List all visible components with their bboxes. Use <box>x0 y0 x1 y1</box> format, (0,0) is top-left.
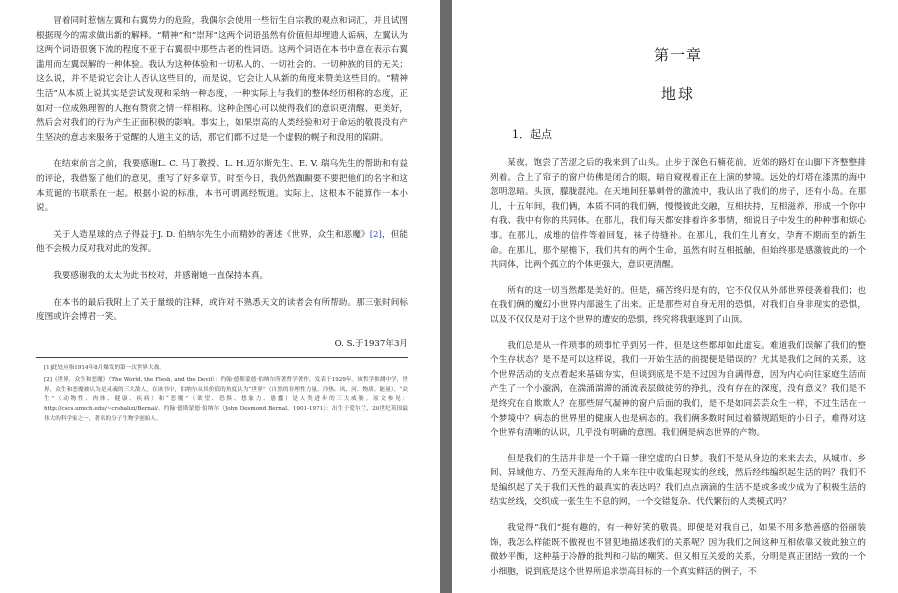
left-page <box>0 0 440 593</box>
preface-paragraph-3-text: 关于人造星球的点子得益于J. D. 伯纳尔先生小而精妙的著述《世界，众生和恶魔》 <box>53 229 370 240</box>
preface-paragraph-3-tail: ，但能他不会极力反对我对此的发挥。 <box>36 229 408 255</box>
page-gutter <box>440 0 452 593</box>
preface-paragraph-1: 冒着同时惹恼左翼和右翼势力的危险，我偶尔会使用一些衍生自宗教的观点和词汇，并且试图根据现今的需求做出新的解释。“精神”和“崇拜”这两个词语虽然有价值但却埋遗人诟病，左翼认为这两个词语很褒下流的程度不亚于右翼很中那些古老的性词语。这两个词语在本书中意在表示右翼滥用而左翼误解的一种体验。我认为这种体验和一切私人的、一切社会的、一切种族的目的无关；这么说，并不是说它会让人否认这些目的，而是说，它会让人从新的角度来赞美这些目的。“精神生活”从本质上说其实是尝试发现和采纳一种态度，一种实际上与我们的整体经历相称的态度，正如对一位成熟理智的人抱有赞赏之情一样相称。这种企图心可以使得我们的意识更清醒、更美好，然后会对我们的行为产生正面积极的影响。事实上，如果崇高的人类经验和对于命运的敬畏没有产生坚决的意志来服务于觉醒的人道主义的话，那它们都不过是一个虚假的幌子和没用的陷阱。 <box>36 16 408 143</box>
chapter-paragraph-5: 我觉得“我们”挺有趣的，有一种好笑的敬畏。即便是对我自己，如果不用多愁善感的俗丽装饰，我怎么样能既不傲视也不冒犯地描述我们的关系呢？因为我们之间这种互相依靠又彼此独立的微妙平衡，这种基于冷静的批判和刁钻的嘲笑、但又相互关爱的关系，分明是真正团结一致的一个小细胞，说到底是这个世界所追求崇高目标的一个真实鲜活的例子，不 <box>490 523 866 577</box>
chapter-label: 第一章 <box>653 46 702 64</box>
right-page <box>452 0 898 593</box>
chapter-paragraph-2: 所有的这一切当然都是美好的。但是，痛苦终归是有的，它不仅仅从外部世界侵袭着我们；也在我们俩的魔幻小世界内部滋生了出来。正是那些对自身无用的恐惧，对我们自身非现实的恐惧，以及不仅仅是对于这个世界的遭安的恐惧，终究将我驱逐到了山顶。 <box>490 285 866 325</box>
chapter-title: 地球 <box>660 85 695 103</box>
footnote-divider <box>36 357 408 358</box>
chapter-paragraph-4: 但是我们的生活并非是一个千篇一律空虚的白日梦。我们不是从身边的来来去去，从城市、乡间、异域他方、乃至天涯海角的人来车往中收集起现实的丝线，然后经纬编织起生活的吗？我们不是编织起了关于我们天性的最真实的表达吗？我们点点滴滴的生活不是或多或少成为了积极生活的结实丝线，交织成一张生生不息的网，一个交错复杂、代代繁衍的人类模式吗？ <box>490 453 866 508</box>
chapter-paragraph-3: 我们总是从一件琐事的琐事忙乎到另一件，但是这些都却如此虚妄。难道我们误解了我们的整个生存状态？是不是可以这样说，我们一开始生活的前提便是错误的？尤其是我们之间的关系，这个世界活动的支点看起来基础夯实，但谈到底是不是不过因为自满得意，因为内心向往家庭生活而产生了一个小漩涡，在湍涌湍滞的涌流表层做徒劳的挣扎，没有存在的深度，没有意义？我们是不是终究在自欺欺人？在那些屏气凝神的窗户后面的我们，是不是如同芸芸众生一样，不过生活在一个梦境中？病态的世界里的健康人也是病态的。我们俩多数时间过着循规蹈矩的小日子，难得对这个世界有清晰的认识，几乎没有明确的意图。我们俩是病态世界的产物。 <box>490 340 866 439</box>
preface-paragraph-3 <box>36 228 408 257</box>
preface-paragraph-2: 在结束前言之前，我要感谢L. C. 马丁教授、L. H.迈尔斯先生、E. V. 瑞乌先生的帮助和有益的评论，我借鉴了他们的意见，重写了好多章节，时至今日，我仍然踟蹰要不要把他们的名字和这本荒诞的书联系在一起。根据小说的标准，本书可谓离经叛道。实际上，这根本不能算作一本小说。 <box>36 159 408 214</box>
preface-signature: O. S.于1937年3月 <box>334 338 408 349</box>
section-title: 1．起点 <box>512 128 552 141</box>
footnote-1: [1]此处应指1914年8月爆发的第一次世界大战。 <box>44 364 165 371</box>
preface-paragraph-5: 在本书的最后我附上了关于量级的注释，或许对不熟悉天文的读者会有所帮助。那三张时间标度图或许会博君一笑。 <box>36 297 408 323</box>
chapter-paragraph-1: 某夜，饱尝了苦涩之后的我来到了山头。止步于深色石楠花前，近郊的路灯在山脚下齐整整排列着。合上了帘子的窗户仿佛是闭合的眼，暗自窥视着正在上演的梦境。远处的灯塔在漆黑的海中忽明忽暗。头顶，朦胧混沌。在天地间狂暴刺骨的激流中，我认出了我们的房子，还有小岛。在那儿，十五年间，我们俩，本质不同的我们俩，慢慢彼此交融，互相扶持，互相滋养，形成一个你中有我、我中有你的共同体。在那儿，我们每天都安排着许多事情，细说日子中发生的种种事和烦心事。在那儿，成堆的信件等着回复，袜子待缝补。在那儿，我们生儿育女，孕育不期而至的新生命。在那儿，那个屋檐下，我们共有的两个生命，虽然有时互相抵触，但始终那是感激彼此的一个共同体，比两个孤立的个体更强大，意识更清醒。 <box>490 158 866 271</box>
footnote-2: [2]《世界，众生和恶魔》（The World, the Flesh, and the Devil）：约翰·德斯蒙德·伯纳尔所著哲学著作，发表于1929年。该哲学推测中学，世界，众生和恶魔被认为是灵魂的三大敌人，在该书中，伯纳尔从其价值的角度认为“世界”（自然的非理性力量、冷热、风、河、物质、能量）、“众生”（动物性、肉体、健康、疾病）和“恶魔”（欲望、恐惧、想象力、愚蠢）是人类进步的三大威胁。原文参见：http://cscs.umich.edu/~crshalizi/Bernal/。约翰·德斯蒙德·伯纳尔（John Desmond Bernal，1901-1971）：出生于爱尔兰，20世纪英国最伟大的科学家之一，著名的分子生物学创始人。 <box>44 377 408 422</box>
footnote-ref-2-link[interactable]: [2] <box>369 229 382 240</box>
preface-paragraph-4: 我要感谢我的太太为此书校对，并感谢她一直保持本真。 <box>53 270 269 281</box>
